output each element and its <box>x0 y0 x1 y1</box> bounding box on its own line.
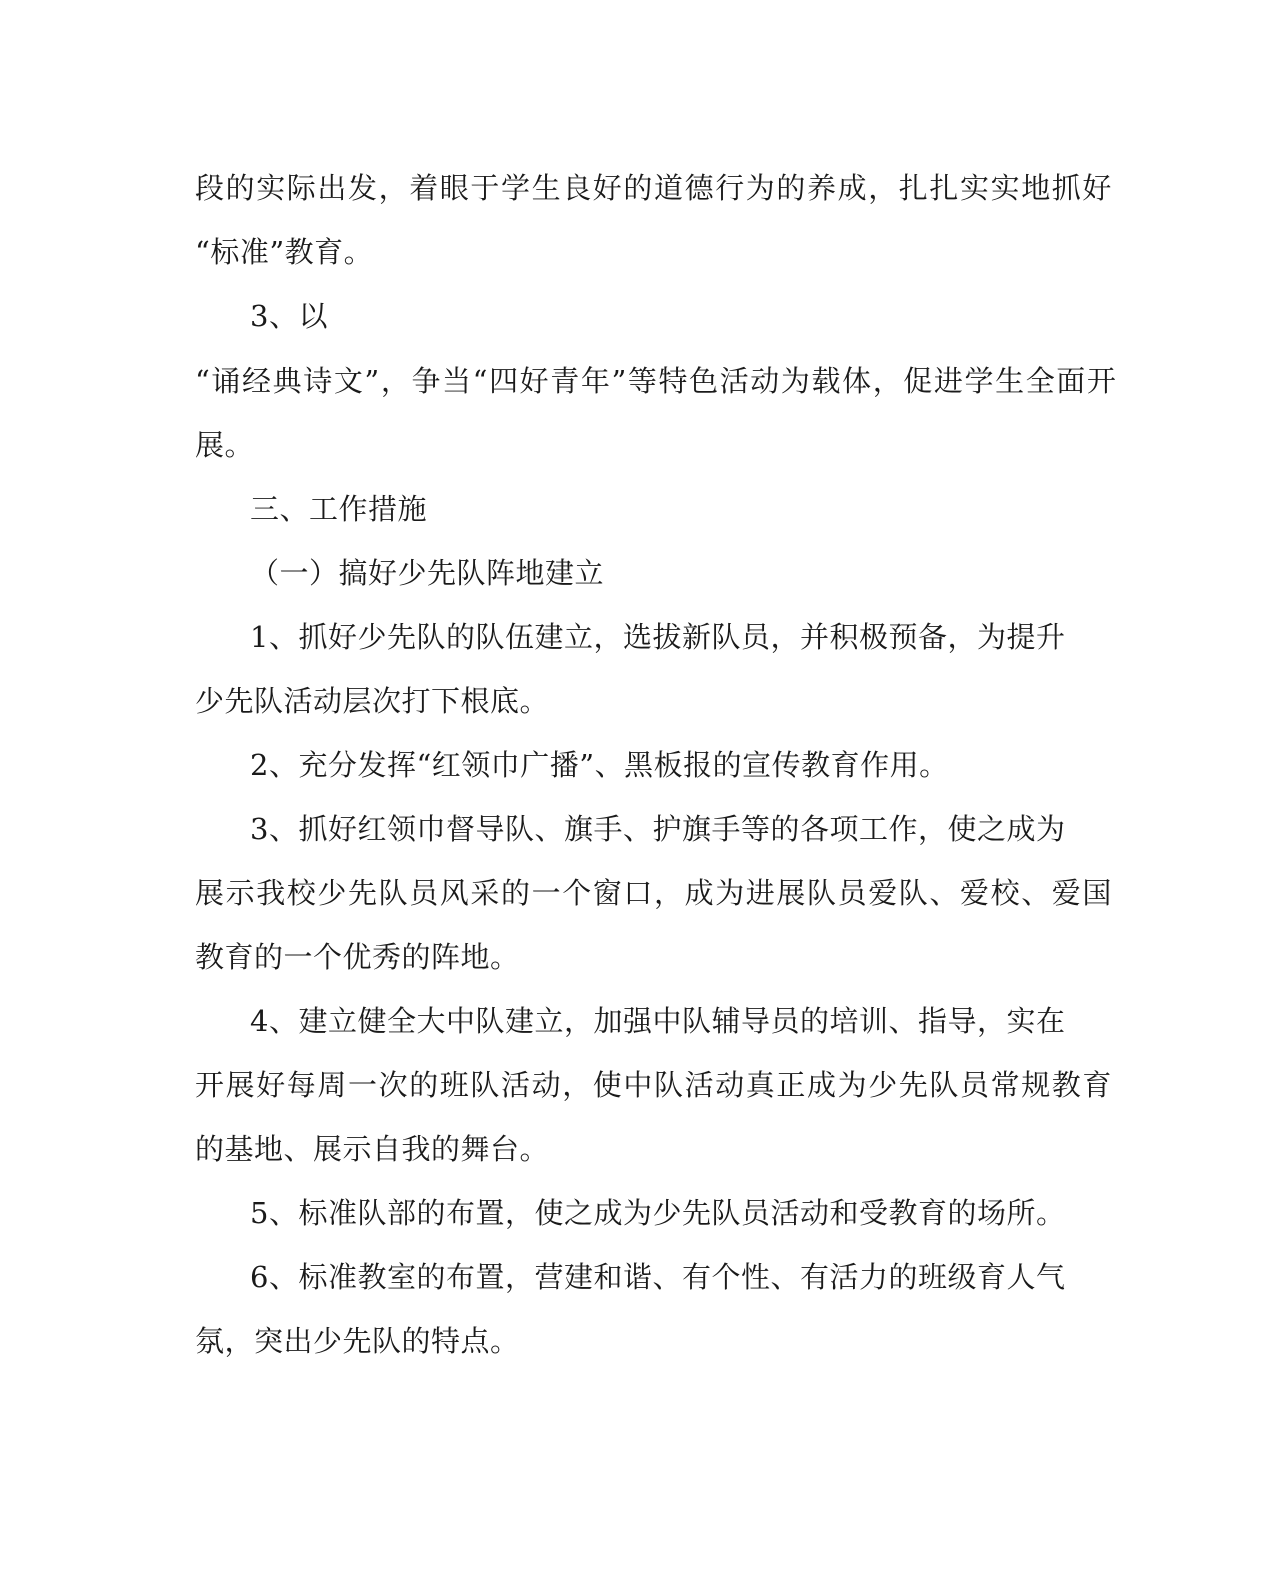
subsection-heading: （一）搞好少先队阵地建立 <box>250 556 605 590</box>
text-line-1: 段的实际出发，着眼于学生良好的道德行为的养成，扎扎实实地抓好 <box>195 171 1114 205</box>
text-line-19: 氛，突出少先队的特点。 <box>195 1324 520 1358</box>
text-line-12: 展示我校少先队员风采的一个窗口，成为进展队员爱队、爱校、爱国 <box>195 876 1114 910</box>
text-line-17: 5、标准队部的布置，使之成为少先队员活动和受教育的场所。 <box>250 1196 1066 1230</box>
text-line-11: 3、抓好红领巾督导队、旗手、护旗手等的各项工作，使之成为 <box>250 812 1066 846</box>
text-line-18: 6、标准教室的布置，营建和谐、有个性、有活力的班级育人气 <box>250 1260 1066 1294</box>
text-line-16: 的基地、展示自我的舞台。 <box>195 1132 550 1166</box>
text-line-9: 少先队活动层次打下根底。 <box>195 684 550 718</box>
text-line-14: 4、建立健全大中队建立，加强中队辅导员的培训、指导，实在 <box>250 1004 1066 1038</box>
section-heading: 三、工作措施 <box>250 492 428 526</box>
text-line-3: 3、以 <box>250 299 328 333</box>
text-line-5: 展。 <box>195 428 255 462</box>
text-line-15: 开展好每周一次的班队活动，使中队活动真正成为少先队员常规教育 <box>195 1068 1114 1102</box>
text-line-8: 1、抓好少先队的队伍建立，选拔新队员，并积极预备，为提升 <box>250 620 1066 654</box>
text-line-2: “标准”教育。 <box>195 235 374 269</box>
text-line-10: 2、充分发挥“红领巾广播”、黑板报的宣传教育作用。 <box>250 748 949 782</box>
text-line-13: 教育的一个优秀的阵地。 <box>195 940 520 974</box>
text-line-4: “诵经典诗文”，争当“四好青年”等特色活动为载体，促进学生全面开 <box>195 364 1118 398</box>
